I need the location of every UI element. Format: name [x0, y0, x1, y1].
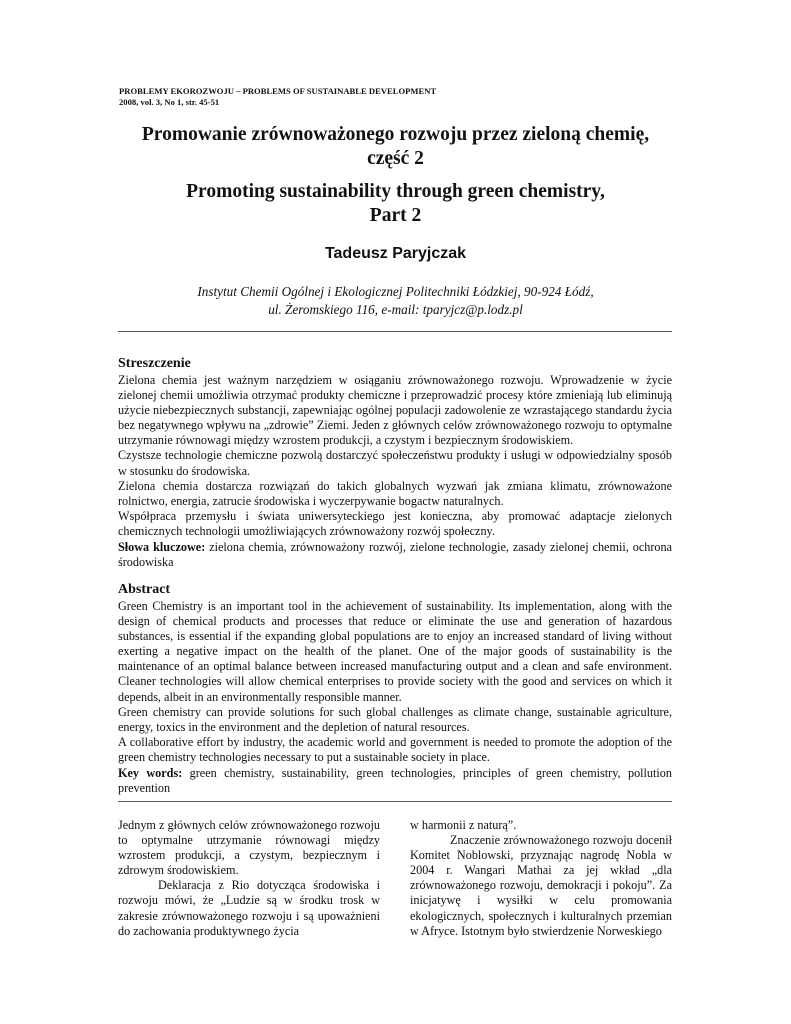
abstract-paragraph: Green Chemistry is an important tool in the achievement of sustainability. Its implementation, along with the design of chemical products and processes that reduce or eliminate the use and generation of hazardous substances, is essential if the expanding global populations are to enjoy an increased standard of living without exerting a negative impact on the health of the planet. One of the major goods of sustainability is the maintenance of an optimal balance between increased manufacturing output and a clean and safe environment. Cleaner technologies will allow chemical enterprises to provide society with the good and services on which it depends, albeit in an environmentally responsible manner.	[118, 599, 672, 704]
body-column-left	[118, 818, 380, 939]
body-column-right	[410, 818, 672, 939]
streszczenie-paragraph: Zielona chemia jest ważnym narzędziem w osiąganiu zrównoważonego rozwoju. Wprowadzenie w życie zielonej chemii umożliwia otrzymać produkty chemiczne i przeprowadzić procesy które zmieniają lub eliminują użycie niebezpiecznych substancji, zapewniając ogólnej populacji zadowolenie ze wzrastającego standardu życia bez negatywnego wpływu na „zdrowie” Ziemi. Jeden z głównych celów zrównoważonego rozwoju to optymalne utrzymanie równowagi między wzrostem produkcji, a czystym i bezpiecznym środowiskiem.	[118, 373, 672, 448]
body-paragraph: w harmonii z naturą”.	[410, 818, 517, 832]
abstract-section	[118, 582, 672, 765]
streszczenie-section	[118, 356, 672, 539]
body-divider	[118, 801, 672, 802]
title-polish	[80, 123, 711, 171]
top-divider	[118, 331, 672, 332]
author-name: Tadeusz Paryjczak	[324, 245, 467, 262]
abstract-paragraph: A collaborative effort by industry, the academic world and government is needed to promote the adoption of the green chemistry technologies necessary to put a sustainable society in place.	[118, 734, 672, 764]
title-english-line1: Promoting sustainability through green chemistry,	[186, 181, 605, 202]
journal-volume: 2008, vol. 3, No 1, str. 45-51	[119, 97, 220, 107]
keywords-polish	[118, 540, 672, 570]
title-english-line2: Part 2	[369, 205, 422, 226]
title-polish-line2: część 2	[367, 148, 424, 169]
streszczenie-heading: Streszczenie	[118, 356, 191, 371]
keywords-polish-text: zielona chemia, zrównoważony rozwój, zielone technologie, zasady zielonej chemii, ochrona środowiska	[118, 540, 672, 570]
body-paragraph: Znaczenie zrównoważonego rozwoju docenił Komitet Noblowski, przyznając nagrodę Nobla w 2004 r. Wangari Mathai za jej wkład „dla zrównoważonego rozwoju, demokracji i pokoju”. Za inicjatywę i wysiłki w celu promowania ekologicznych, społecznych i kulturalnych przemian w Afryce. Istotnym było stwierdzenie Norweskiego	[410, 833, 672, 938]
streszczenie-paragraph: Zielona chemia dostarcza rozwiązań do takich globalnych wyzwań jak zmiana klimatu, zrównoważone rolnictwo, energia, zatrucie środowiska i wyczerpywanie bogactw naturalnych.	[118, 478, 672, 508]
keywords-english-label: Key words:	[118, 766, 183, 780]
keywords-english-text: green chemistry, sustainability, green technologies, principles of green chemistry, pollution prevention	[118, 766, 672, 796]
body-paragraph: Jednym z głównych celów zrównoważonego rozwoju to optymalne utrzymanie równowagi między wzrostem produkcji, a czystym, bezpiecznym i zdrowym środowiskiem.	[118, 818, 380, 878]
journal-header	[119, 86, 679, 108]
abstract-paragraph: Green chemistry can provide solutions for such global challenges as climate change, sustainable agriculture, energy, toxics in the environment and the depletion of natural resources.	[118, 704, 672, 734]
keywords-english	[118, 766, 672, 796]
affiliation	[80, 283, 711, 319]
journal-name: PROBLEMY EKOROZWOJU – PROBLEMS OF SUSTAINABLE DEVELOPMENT	[119, 86, 437, 96]
affiliation-line1: Instytut Chemii Ogólnej i Ekologicznej Politechniki Łódzkiej, 90-924 Łódź,	[197, 284, 594, 299]
streszczenie-paragraph: Współpraca przemysłu i świata uniwersyteckiego jest konieczna, aby promować adaptacje zielonych chemicznych technologii umożliwiających zrównoważony rozwój społeczny.	[118, 508, 672, 538]
body-paragraph: Deklaracja z Rio dotycząca środowiska i rozwoju mówi, że „Ludzie są w środku trosk w zakresie zrównoważonego rozwoju i są upoważnieni do zachowania produktywnego życia	[118, 878, 380, 938]
keywords-polish-label: Słowa kluczowe:	[118, 540, 206, 554]
streszczenie-paragraph: Czystsze technologie chemiczne pozwolą dostarczyć społeczeństwu produkty i usługi w odpowiedzialny sposób w stosunku do środowiska.	[118, 448, 672, 478]
title-polish-line1: Promowanie zrównoważonego rozwoju przez zieloną chemię,	[141, 124, 650, 145]
abstract-heading: Abstract	[118, 582, 171, 597]
title-english	[80, 180, 711, 228]
affiliation-line2: ul. Żeromskiego 116, e-mail: tparyjcz@p.lodz.pl	[268, 302, 523, 317]
